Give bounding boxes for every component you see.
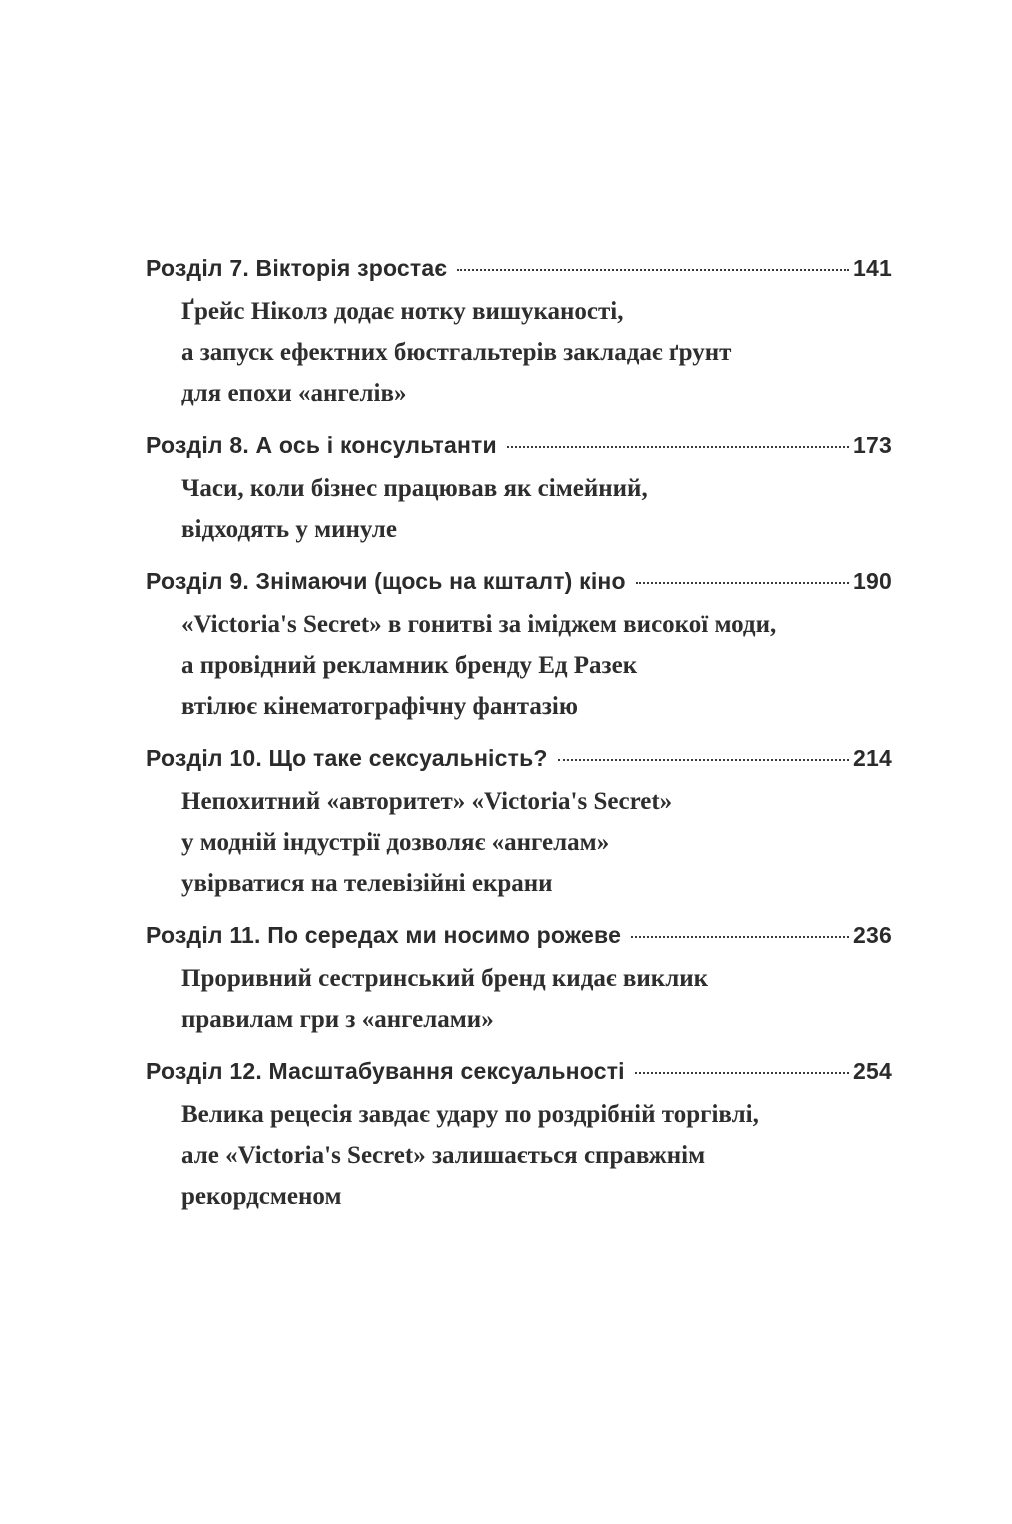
toc-entry bbox=[146, 255, 892, 414]
subtitle-line: Проривний сестринський бренд кидає виклик bbox=[181, 965, 709, 992]
subtitle-line: Велика рецесія завдає удару по роздрібній торгівлі, bbox=[181, 1101, 759, 1128]
subtitle-line: правилам гри з «ангелами» bbox=[181, 1006, 494, 1033]
subtitle-line: а запуск ефектних бюстгальтерів закладає ґрунт bbox=[181, 339, 732, 366]
chapter-title: Розділ 9. Знімаючи (щось на кшталт) кіно bbox=[146, 568, 626, 594]
subtitle-line: Часи, коли бізнес працював як сімейний, bbox=[181, 475, 648, 502]
subtitle-line: відходять у минуле bbox=[181, 516, 397, 543]
subtitle-line: Непохитний «авторитет» «Victoria's Secret» bbox=[181, 788, 673, 815]
dot-leader bbox=[635, 1072, 849, 1074]
chapter-title: Розділ 12. Масштабування сексуальності bbox=[146, 1058, 625, 1084]
chapter-subtitle bbox=[181, 604, 892, 727]
chapter-heading bbox=[146, 255, 892, 291]
chapter-title: Розділ 8. А ось і консультанти bbox=[146, 432, 497, 458]
chapter-title: Розділ 7. Вікторія зростає bbox=[146, 255, 448, 281]
chapter-heading bbox=[146, 1058, 892, 1094]
table-of-contents bbox=[146, 255, 892, 1235]
subtitle-line: а провідний рекламник бренду Ед Разек bbox=[181, 652, 638, 679]
chapter-heading bbox=[146, 745, 892, 781]
toc-entry bbox=[146, 432, 892, 550]
page-number: 173 bbox=[853, 432, 892, 458]
chapter-subtitle bbox=[181, 958, 892, 1040]
dot-leader bbox=[636, 582, 849, 584]
subtitle-line: «Victoria's Secret» в гонитві за іміджем високої моди, bbox=[181, 611, 777, 638]
toc-entry bbox=[146, 745, 892, 904]
toc-entry bbox=[146, 568, 892, 727]
chapter-subtitle bbox=[181, 781, 892, 904]
chapter-title: Розділ 10. Що таке сексуальність? bbox=[146, 745, 548, 771]
subtitle-line: увірватися на телевізійні екрани bbox=[181, 870, 553, 897]
dot-leader bbox=[558, 759, 849, 761]
toc-entry bbox=[146, 922, 892, 1040]
chapter-subtitle bbox=[181, 291, 892, 414]
chapter-heading bbox=[146, 568, 892, 604]
subtitle-line: у модній індустрії дозволяє «ангелам» bbox=[181, 829, 610, 856]
subtitle-line: Ґрейс Ніколз додає нотку вишуканості, bbox=[181, 298, 624, 325]
page-number: 141 bbox=[853, 255, 892, 281]
chapter-title: Розділ 11. По середах ми носимо рожеве bbox=[146, 922, 622, 948]
subtitle-line: втілює кінематографічну фантазію bbox=[181, 693, 578, 720]
subtitle-line: рекордсменом bbox=[181, 1183, 342, 1210]
page-number: 254 bbox=[853, 1058, 892, 1084]
subtitle-line: але «Victoria's Secret» залишається справжнім bbox=[181, 1142, 706, 1169]
page-number: 190 bbox=[853, 568, 892, 594]
toc-entry bbox=[146, 1058, 892, 1217]
subtitle-line: для епохи «ангелів» bbox=[181, 380, 407, 407]
dot-leader bbox=[507, 446, 849, 448]
chapter-subtitle bbox=[181, 468, 892, 550]
page-number: 236 bbox=[853, 922, 892, 948]
page-number: 214 bbox=[853, 745, 892, 771]
dot-leader bbox=[457, 269, 849, 271]
dot-leader bbox=[631, 936, 849, 938]
chapter-heading bbox=[146, 432, 892, 468]
chapter-subtitle bbox=[181, 1094, 892, 1217]
chapter-heading bbox=[146, 922, 892, 958]
